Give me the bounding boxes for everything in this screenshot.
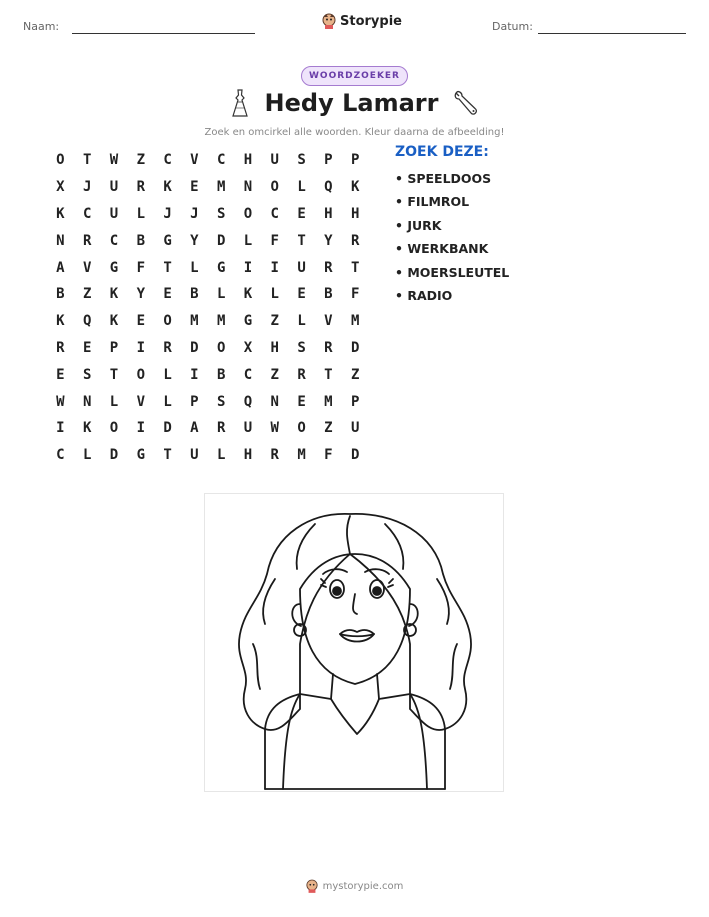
grid-letter[interactable]: O	[136, 366, 145, 383]
dress-icon	[229, 88, 251, 118]
grid-letter[interactable]: F	[324, 447, 333, 464]
grid-letter[interactable]: K	[163, 179, 172, 196]
grid-letter[interactable]: W	[270, 420, 279, 437]
grid-letter[interactable]: K	[56, 313, 65, 330]
grid-letter[interactable]: O	[297, 420, 306, 437]
grid-row	[47, 201, 369, 228]
grid-letter[interactable]: L	[163, 366, 172, 383]
grid-letter[interactable]: P	[350, 393, 360, 410]
grid-letter[interactable]: M	[190, 313, 199, 330]
title-row	[0, 88, 709, 118]
grid-letter[interactable]: B	[216, 366, 226, 383]
grid-letter[interactable]: M	[350, 313, 360, 330]
grid-letter[interactable]: Q	[243, 393, 253, 410]
grid-letter[interactable]: P	[324, 152, 333, 169]
grid-letter[interactable]: S	[82, 366, 92, 383]
grid-letter[interactable]: Z	[350, 366, 360, 383]
grid-letter[interactable]: C	[270, 205, 279, 222]
instructions: Zoek en omcirkel alle woorden. Kleur daarna de afbeelding!	[204, 127, 505, 138]
word-list-item: • FILMROL	[395, 194, 470, 210]
grid-letter[interactable]: L	[136, 205, 145, 222]
grid-letter[interactable]: O	[270, 179, 279, 196]
grid-letter[interactable]: O	[163, 313, 172, 330]
grid-letter[interactable]: C	[109, 232, 119, 249]
grid-letter[interactable]: Y	[324, 232, 333, 249]
word-list-item: • MOERSLEUTEL	[395, 264, 510, 280]
grid-letter[interactable]: V	[324, 313, 333, 330]
grid-letter[interactable]: N	[243, 179, 253, 196]
grid-letter[interactable]: O	[216, 339, 226, 356]
grid-letter[interactable]: P	[190, 393, 199, 410]
grid-letter[interactable]: Z	[136, 152, 145, 169]
grid-letter[interactable]: A	[190, 420, 199, 437]
grid-letter[interactable]: P	[109, 339, 119, 356]
grid-letter[interactable]: E	[56, 366, 65, 383]
grid-letter[interactable]: L	[190, 259, 199, 276]
grid-row	[47, 147, 369, 174]
footer-url[interactable]: mystorypie.com	[322, 880, 404, 892]
grid-letter[interactable]: H	[350, 205, 360, 222]
grid-letter[interactable]: T	[350, 259, 360, 276]
grid-letter[interactable]: B	[190, 286, 199, 303]
grid-letter[interactable]: E	[297, 205, 306, 222]
grid-letter[interactable]: M	[216, 313, 226, 330]
grid-letter[interactable]: L	[297, 179, 306, 196]
grid-letter[interactable]: G	[216, 259, 226, 276]
grid-letter[interactable]: K	[82, 420, 92, 437]
grid-letter[interactable]: O	[243, 205, 253, 222]
grid-row	[47, 174, 369, 201]
grid-letter[interactable]: V	[190, 152, 199, 169]
page-title: Hedy Lamarr	[264, 89, 439, 117]
grid-letter[interactable]: U	[243, 420, 253, 437]
grid-letter[interactable]: R	[163, 339, 172, 356]
grid-letter[interactable]: H	[243, 447, 253, 464]
grid-letter[interactable]: X	[56, 179, 65, 196]
grid-row	[47, 308, 369, 335]
grid-letter[interactable]: G	[243, 313, 253, 330]
grid-letter[interactable]: R	[56, 339, 65, 356]
grid-row	[47, 281, 369, 308]
word-list-item: • RADIO	[395, 287, 453, 303]
grid-letter[interactable]: N	[82, 393, 92, 410]
date-line[interactable]	[538, 33, 686, 34]
grid-letter[interactable]: E	[163, 286, 172, 303]
coloring-picture	[204, 493, 504, 792]
grid-letter[interactable]: U	[350, 420, 360, 437]
grid-letter[interactable]: R	[324, 339, 333, 356]
grid-letter[interactable]: J	[163, 205, 172, 222]
word-list-item: • WERKBANK	[395, 241, 489, 257]
grid-letter[interactable]: U	[109, 179, 119, 196]
grid-letter[interactable]: C	[82, 205, 92, 222]
word-list-item: • JURK	[395, 217, 442, 233]
grid-letter[interactable]: L	[82, 447, 92, 464]
grid-letter[interactable]: T	[82, 152, 92, 169]
grid-letter[interactable]: Z	[82, 286, 92, 303]
grid-letter[interactable]: U	[109, 205, 119, 222]
grid-letter[interactable]: X	[243, 339, 253, 356]
grid-row	[47, 361, 369, 388]
grid-letter[interactable]: G	[163, 232, 172, 249]
grid-letter[interactable]: B	[324, 286, 333, 303]
grid-letter[interactable]: J	[82, 179, 92, 196]
grid-letter[interactable]: L	[216, 286, 226, 303]
grid-letter[interactable]: C	[163, 152, 172, 169]
grid-letter[interactable]: K	[56, 205, 65, 222]
name-line[interactable]	[72, 33, 255, 34]
grid-letter[interactable]: E	[297, 286, 306, 303]
grid-letter[interactable]: D	[350, 447, 360, 464]
grid-letter[interactable]: L	[216, 447, 226, 464]
grid-letter[interactable]: D	[163, 420, 172, 437]
grid-letter[interactable]: I	[243, 259, 253, 276]
grid-letter[interactable]: D	[109, 447, 119, 464]
grid-letter[interactable]: M	[324, 393, 333, 410]
grid-letter[interactable]: Z	[270, 366, 279, 383]
grid-letter[interactable]: B	[56, 286, 65, 303]
grid-row	[47, 415, 369, 442]
hedy-lamarr-coloring-illustration	[205, 494, 503, 791]
grid-letter[interactable]: Z	[270, 313, 279, 330]
grid-letter[interactable]: G	[109, 259, 119, 276]
grid-row	[47, 388, 369, 415]
grid-letter[interactable]: R	[324, 259, 333, 276]
brand-name: Storypie	[340, 13, 402, 29]
grid-letter[interactable]: R	[216, 420, 226, 437]
grid-letter[interactable]: Q	[82, 313, 92, 330]
grid-letter[interactable]: C	[243, 366, 253, 383]
grid-letter[interactable]: K	[350, 179, 360, 196]
date-label: Datum:	[492, 20, 533, 33]
grid-letter[interactable]: S	[297, 339, 306, 356]
grid-letter[interactable]: U	[297, 259, 306, 276]
grid-letter[interactable]: K	[109, 313, 119, 330]
grid-letter[interactable]: W	[56, 393, 65, 410]
grid-letter[interactable]: T	[297, 232, 306, 249]
grid-letter[interactable]: S	[297, 152, 306, 169]
grid-letter[interactable]: E	[136, 313, 145, 330]
grid-letter[interactable]: V	[136, 393, 145, 410]
grid-letter[interactable]: K	[109, 286, 119, 303]
grid-letter[interactable]: U	[270, 152, 279, 169]
grid-letter[interactable]: L	[243, 232, 253, 249]
grid-letter[interactable]: H	[270, 339, 279, 356]
grid-letter[interactable]: O	[109, 420, 119, 437]
grid-letter[interactable]: Q	[324, 179, 333, 196]
wrench-icon	[452, 89, 480, 117]
grid-letter[interactable]: K	[243, 286, 253, 303]
storypie-logo-icon	[322, 13, 336, 29]
grid-letter[interactable]: B	[136, 232, 145, 249]
grid-letter[interactable]: L	[297, 313, 306, 330]
grid-letter[interactable]: T	[109, 366, 119, 383]
grid-letter[interactable]: R	[82, 232, 92, 249]
grid-letter[interactable]: R	[297, 366, 306, 383]
grid-letter[interactable]: R	[270, 447, 279, 464]
grid-letter[interactable]: D	[350, 339, 360, 356]
grid-letter[interactable]: I	[270, 259, 279, 276]
grid-letter[interactable]: L	[109, 393, 119, 410]
grid-letter[interactable]: F	[270, 232, 279, 249]
word-list-item: • SPEELDOOS	[395, 171, 492, 186]
grid-letter[interactable]: F	[350, 286, 360, 303]
grid-letter[interactable]: I	[136, 420, 145, 437]
grid-row	[47, 227, 369, 254]
grid-letter[interactable]: E	[190, 179, 199, 196]
grid-letter[interactable]: I	[56, 420, 65, 437]
grid-letter[interactable]: V	[82, 259, 92, 276]
grid-letter[interactable]: A	[56, 259, 65, 276]
grid-letter[interactable]: S	[216, 393, 226, 410]
grid-letter[interactable]: T	[163, 259, 172, 276]
grid-row	[47, 254, 369, 281]
brand	[322, 13, 402, 29]
grid-letter[interactable]: W	[109, 152, 119, 169]
grid-letter[interactable]: N	[270, 393, 279, 410]
word-search-grid	[47, 147, 369, 469]
grid-letter[interactable]: Z	[324, 420, 333, 437]
grid-letter[interactable]: L	[163, 393, 172, 410]
grid-letter[interactable]: N	[56, 232, 65, 249]
category-badge: WOORDZOEKER	[301, 66, 408, 86]
storypie-logo-icon	[306, 879, 318, 893]
grid-letter[interactable]: J	[190, 205, 199, 222]
grid-letter[interactable]: Y	[136, 286, 145, 303]
grid-letter[interactable]: E	[82, 339, 92, 356]
grid-letter[interactable]: U	[190, 447, 199, 464]
find-these-heading: ZOEK DEZE:	[395, 144, 489, 160]
grid-letter[interactable]: D	[216, 232, 226, 249]
grid-letter[interactable]: S	[216, 205, 226, 222]
grid-letter[interactable]: L	[270, 286, 279, 303]
grid-letter[interactable]: C	[216, 152, 226, 169]
grid-letter[interactable]: O	[56, 152, 65, 169]
footer	[0, 879, 709, 893]
grid-letter[interactable]: C	[56, 447, 65, 464]
grid-letter[interactable]: P	[350, 152, 360, 169]
name-label: Naam:	[23, 20, 60, 33]
grid-letter[interactable]: Y	[190, 232, 199, 249]
grid-row	[47, 335, 369, 362]
grid-letter[interactable]: H	[324, 205, 333, 222]
grid-letter[interactable]: G	[136, 447, 145, 464]
grid-letter[interactable]: F	[136, 259, 145, 276]
grid-letter[interactable]: I	[136, 339, 145, 356]
grid-letter[interactable]: E	[297, 393, 306, 410]
word-list	[395, 171, 509, 311]
grid-letter[interactable]: T	[324, 366, 333, 383]
grid-letter[interactable]: R	[350, 232, 360, 249]
grid-letter[interactable]: M	[297, 447, 306, 464]
grid-letter[interactable]: M	[216, 179, 226, 196]
grid-letter[interactable]: D	[190, 339, 199, 356]
grid-letter[interactable]: I	[190, 366, 199, 383]
grid-row	[47, 442, 369, 469]
grid-letter[interactable]: H	[243, 152, 253, 169]
grid-letter[interactable]: R	[136, 179, 145, 196]
grid-letter[interactable]: T	[163, 447, 172, 464]
